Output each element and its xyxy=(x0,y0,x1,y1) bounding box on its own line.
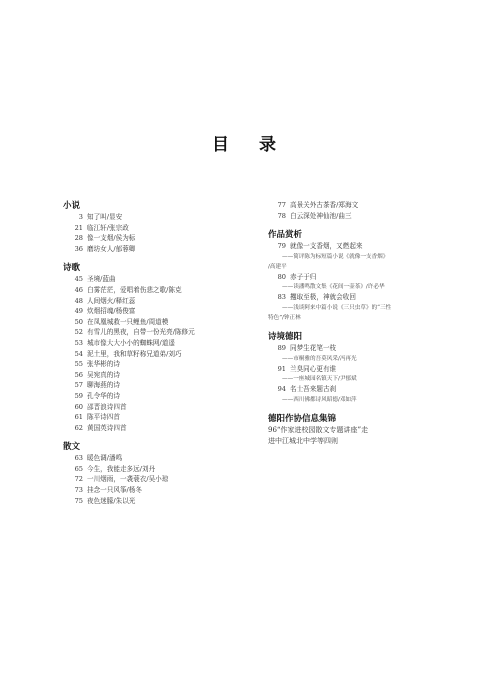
toc-entry[interactable] xyxy=(63,402,248,413)
page-number: 56 xyxy=(74,370,83,379)
toc-entry-continued xyxy=(268,436,458,447)
entry-title: 泥土里，我和草籽称兄道弟/刘巧 xyxy=(87,349,182,358)
page-title: 目 录 xyxy=(212,135,288,155)
toc-entry[interactable] xyxy=(63,327,248,338)
entry-title: 炊烟招魂/杨俊富 xyxy=(87,307,136,316)
page-number: 75 xyxy=(74,496,83,505)
entry-subtitle: ——读潘鸣散文集《花间一壶茶》/许必华 xyxy=(282,284,385,291)
entry-title: 圣境/蓝曲 xyxy=(87,275,116,284)
entry-title: 吴宛真的诗 xyxy=(87,370,120,379)
page-number: 60 xyxy=(74,402,83,411)
entry-title: 夜色迷朦/朱以光 xyxy=(87,496,136,505)
entry-title: 城市像大大小小的蜘蛛网/道遥 xyxy=(87,338,175,347)
page-number: 57 xyxy=(74,381,83,390)
section-title: 诗境德阳 xyxy=(268,331,303,342)
page-number: 80 xyxy=(277,272,286,281)
entry-title: 名士吾来题古刹 xyxy=(290,385,337,394)
toc-entry[interactable] xyxy=(268,272,458,283)
page-number: 54 xyxy=(74,349,83,358)
toc-entry[interactable] xyxy=(63,474,248,485)
page-number: 61 xyxy=(74,413,83,422)
toc-entry[interactable] xyxy=(268,292,458,303)
entry-title: 知了叫/显安 xyxy=(87,213,123,221)
entry-title: 张华彬的诗 xyxy=(87,360,120,369)
entry-title: 今生，我能走多远/刘丹 xyxy=(87,464,156,473)
section-deyang-poetry xyxy=(268,331,458,405)
page-number: 72 xyxy=(74,475,83,484)
entry-title: 兰臭同心更有谁 xyxy=(290,364,337,373)
entry-title: 同梦生花笔一枝 xyxy=(290,343,337,352)
page-number: 83 xyxy=(277,293,286,302)
toc-entry[interactable] xyxy=(63,423,248,434)
entry-title: 像一支烟/侯为标 xyxy=(87,234,136,243)
page-number: 48 xyxy=(74,296,83,305)
section-title: 德阳作协信息集锦 xyxy=(268,413,337,424)
entry-title: 赤子于归 xyxy=(290,272,317,281)
section-prose xyxy=(63,441,248,506)
page-number: 63 xyxy=(74,454,83,463)
section-title: 散文 xyxy=(63,442,81,453)
entry-title: 孔令华的诗 xyxy=(87,391,120,400)
page-number: 53 xyxy=(74,338,83,347)
toc-left-column xyxy=(63,200,248,506)
entry-subtitle: ——一座城园名镇天下/尹郁斌 xyxy=(282,376,357,383)
toc-entry[interactable] xyxy=(268,343,458,354)
section-title: 作品赏析 xyxy=(268,230,303,241)
section-association-news xyxy=(268,413,458,447)
section-appreciation xyxy=(268,229,458,323)
page-number: 62 xyxy=(74,423,83,432)
entry-subtitle: ——西川佛都诗风昭德/邓如萍 xyxy=(282,396,357,403)
entry-title: 有雪儿的黑夜，自带一份光亮/陈修元 xyxy=(87,328,195,337)
entry-title: 就像一支香烟，又燃起来 xyxy=(290,242,363,251)
section-poetry xyxy=(63,262,248,433)
section-fiction xyxy=(63,200,248,254)
toc-entry[interactable] xyxy=(63,359,248,370)
toc-entry[interactable] xyxy=(268,384,458,395)
toc-right-column xyxy=(268,200,458,447)
page-number: 21 xyxy=(74,223,83,232)
page-number: 73 xyxy=(74,486,83,495)
page-number: 3 xyxy=(78,213,83,221)
entry-title: 高景关外古茶香/郑海文 xyxy=(290,201,359,209)
toc-entry[interactable] xyxy=(268,241,458,252)
entry-title: 磨坊女人/郁蓉卿 xyxy=(87,244,136,253)
toc-entry[interactable] xyxy=(63,233,248,244)
entry-title: 聊海燕的诗 xyxy=(87,381,120,390)
entry-title: 陈平诗四首 xyxy=(87,413,120,422)
toc-entry[interactable] xyxy=(268,211,458,222)
toc-entry[interactable] xyxy=(63,391,248,402)
toc-entry[interactable] xyxy=(63,370,248,381)
toc-entry[interactable] xyxy=(63,306,248,317)
toc-entry[interactable] xyxy=(63,349,248,360)
page-number: 89 xyxy=(277,343,286,352)
entry-title-line-1: 96“作家进校园散文专题讲座”走 xyxy=(268,425,369,434)
toc-entry[interactable] xyxy=(63,285,248,296)
entry-title: 暖色调/潘鸣 xyxy=(87,454,123,463)
toc-entry[interactable] xyxy=(63,317,248,328)
entry-title: 白云深处神仙池/曲三 xyxy=(290,211,352,220)
page-number: 36 xyxy=(74,244,83,253)
page-number: 78 xyxy=(277,211,286,220)
page-number: 91 xyxy=(277,364,286,373)
entry-title: 攫取至极，神就会收回 xyxy=(290,293,356,302)
entry-title: 黄国英诗四首 xyxy=(87,423,127,432)
toc-entry[interactable] xyxy=(63,212,248,223)
toc-entry[interactable] xyxy=(63,496,248,507)
entry-title: 在凤凰城救一只鲤鱼/周道模 xyxy=(87,317,169,326)
page-number: 50 xyxy=(74,317,83,326)
entry-subtitle-continued: 特色”/钟正林 xyxy=(268,314,301,321)
entry-title-line-2: 进中江城北中学等四则 xyxy=(268,436,338,445)
toc-entry[interactable] xyxy=(63,338,248,349)
page-number: 65 xyxy=(74,464,83,473)
page-number: 79 xyxy=(277,242,286,251)
entry-author: /高建平 xyxy=(268,263,287,270)
toc-entry[interactable] xyxy=(268,364,458,375)
section-title: 诗歌 xyxy=(63,263,81,274)
entry-subtitle: ——简评陈为标短篇小说《就像一支香烟》 xyxy=(282,253,389,260)
entry-subtitle: ——市桐雅的吾莫风采/冯再光 xyxy=(282,355,357,362)
toc-entry[interactable] xyxy=(63,412,248,423)
page-number: 94 xyxy=(277,385,286,394)
entry-title: 临江轩/张宗政 xyxy=(87,223,129,232)
page-number: 55 xyxy=(74,360,83,369)
toc-entry[interactable] xyxy=(63,296,248,307)
page-number: 77 xyxy=(277,201,286,209)
toc-entry[interactable] xyxy=(63,453,248,464)
entry-title: 人间烟火/释红蕊 xyxy=(87,296,136,305)
entry-title: 一川烟雨，一袭蓑衣/吴小琼 xyxy=(87,475,169,484)
toc-entry[interactable] xyxy=(63,464,248,475)
page-number: 46 xyxy=(74,285,83,294)
toc-entry[interactable] xyxy=(63,223,248,234)
page-number: 45 xyxy=(74,275,83,284)
section-title: 小说 xyxy=(63,201,81,211)
toc-entry[interactable] xyxy=(268,200,458,211)
toc-entry[interactable] xyxy=(63,380,248,391)
toc-entry[interactable] xyxy=(268,425,458,436)
entry-title: 白雾茫茫，爱唱着伤悲之歌/陈克 xyxy=(87,285,182,294)
entry-title: 邵晋浪诗四首 xyxy=(87,402,127,411)
entry-title: 挂念一只风筝/杨冬 xyxy=(87,486,142,495)
page-number: 49 xyxy=(74,307,83,316)
toc-entry[interactable] xyxy=(63,244,248,255)
entry-subtitle: ——浅谈阿来中篇小说《三只虫草》的“三性 xyxy=(282,304,392,311)
page-number: 59 xyxy=(74,391,83,400)
page-number: 52 xyxy=(74,328,83,337)
toc-entry[interactable] xyxy=(63,274,248,285)
toc-entry[interactable] xyxy=(63,485,248,496)
page-number: 28 xyxy=(74,234,83,243)
